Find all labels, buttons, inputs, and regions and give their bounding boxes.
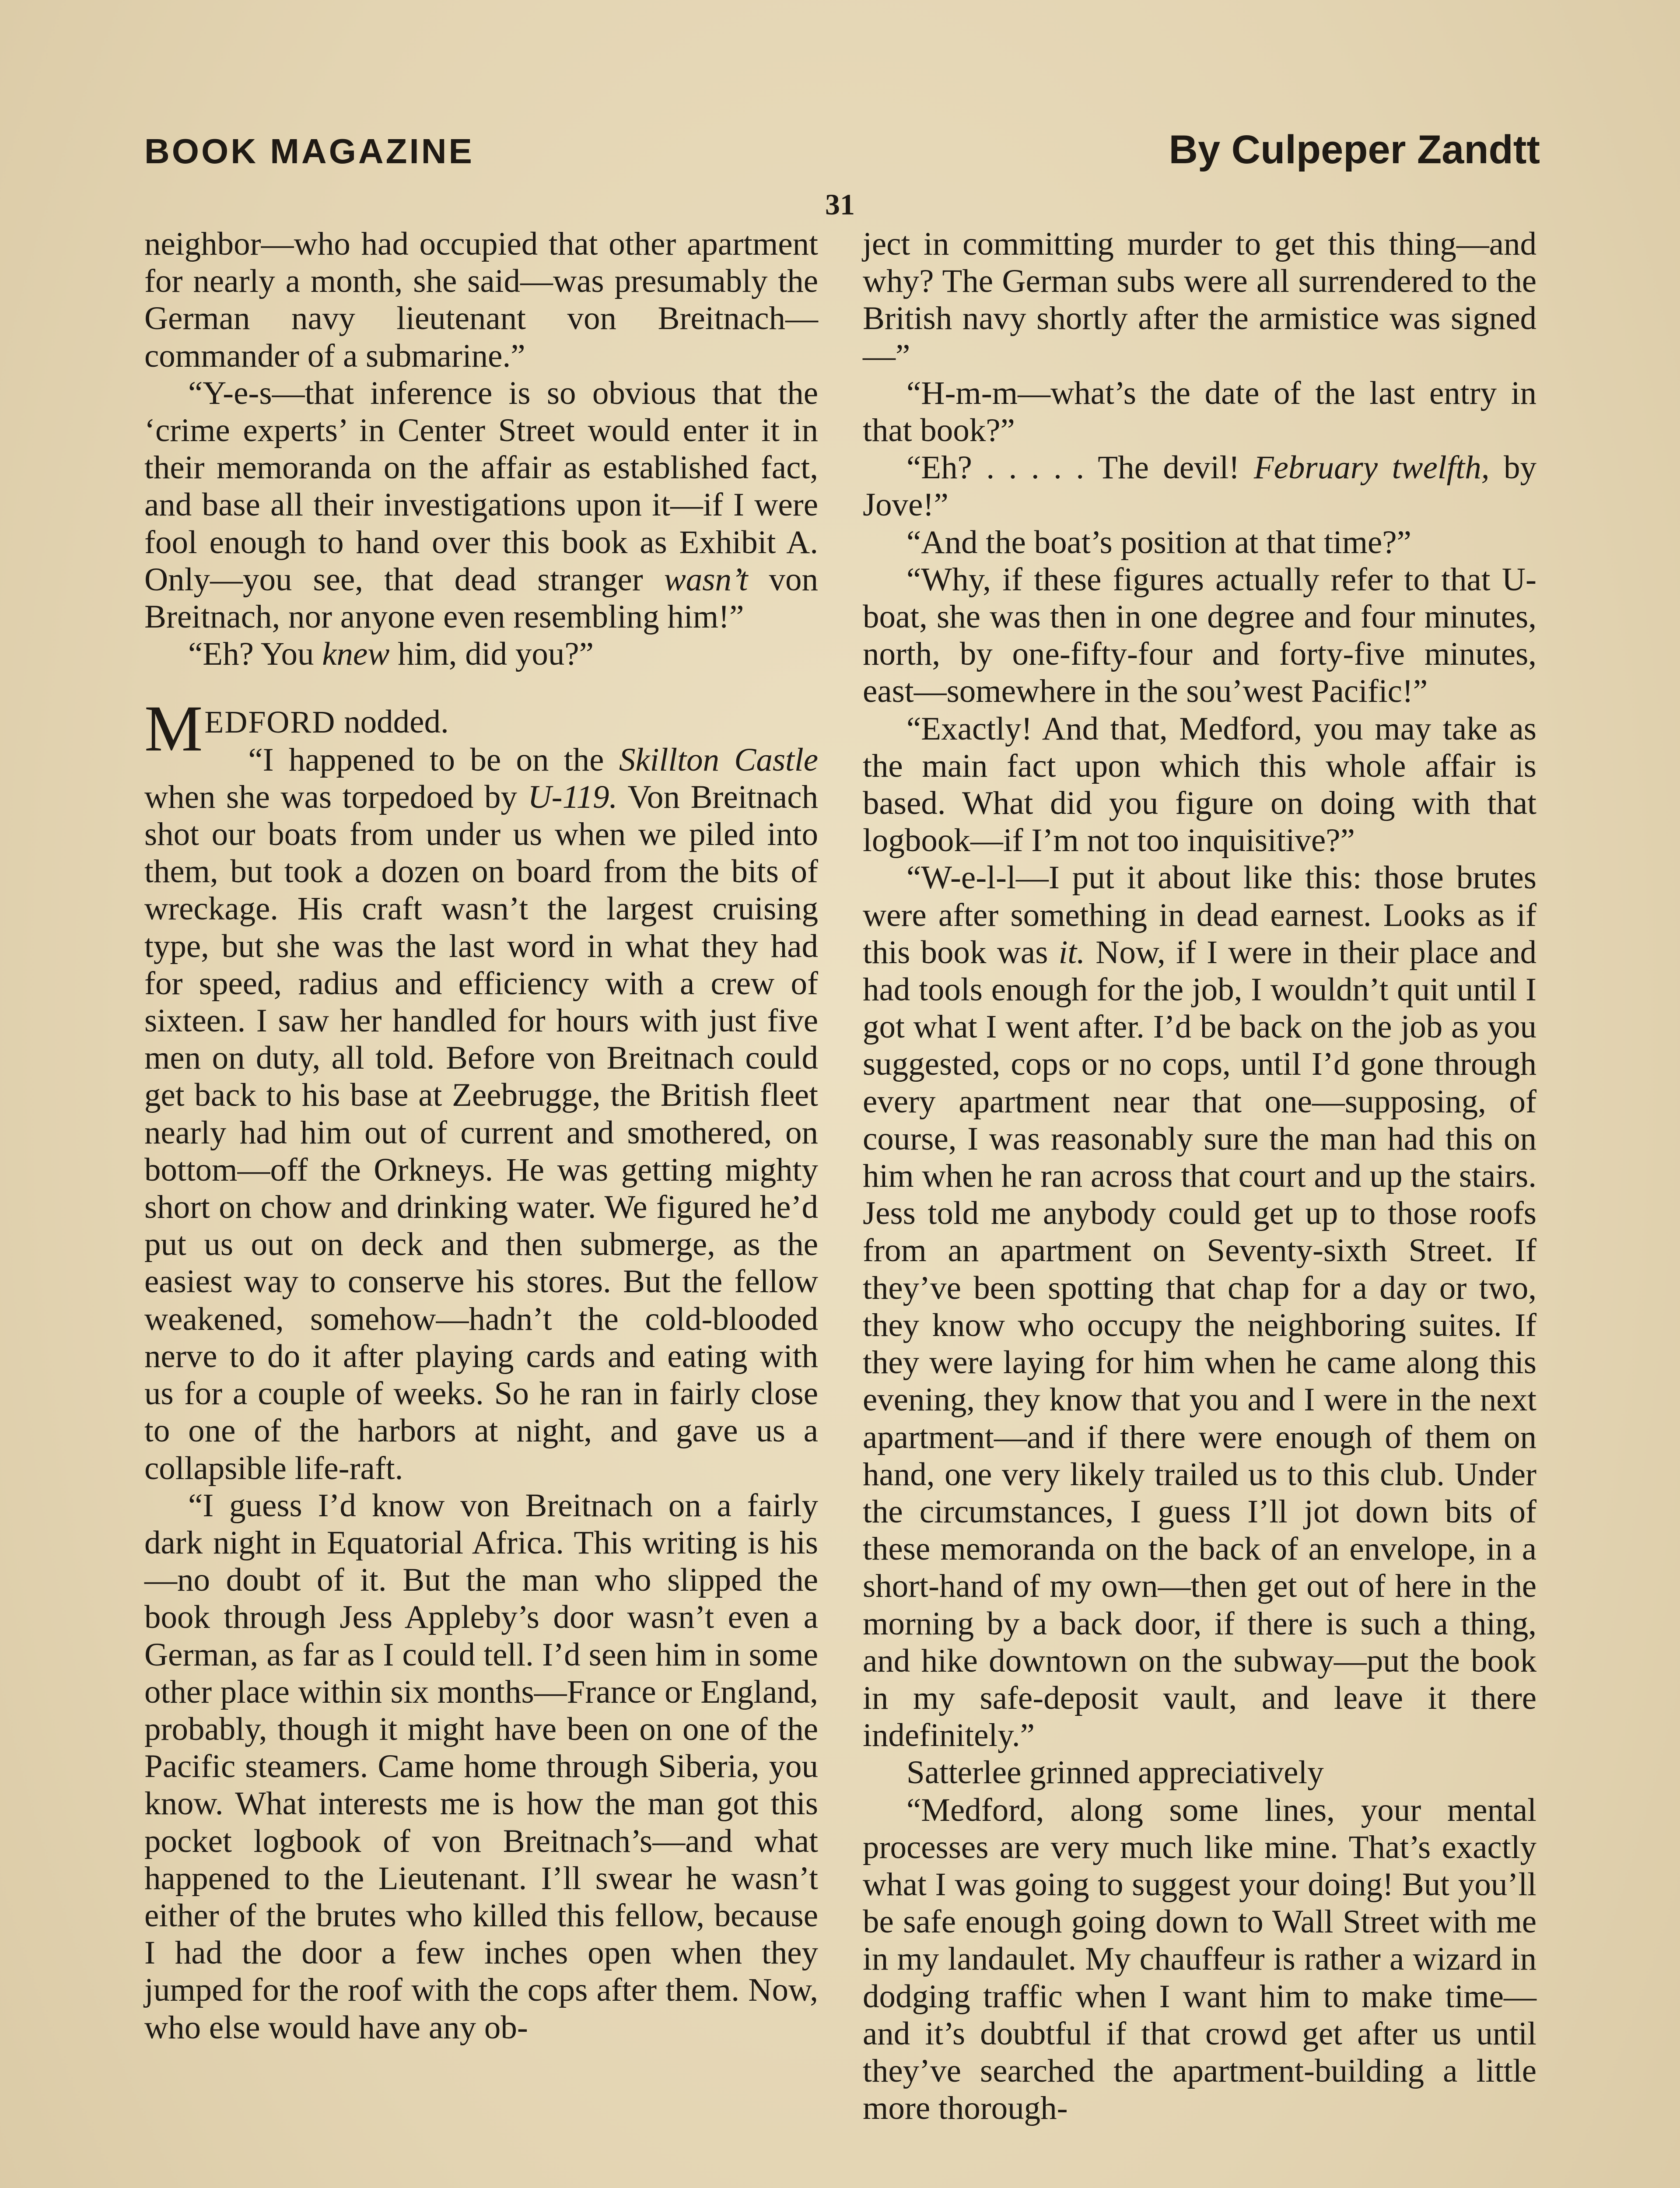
- running-header: [144, 127, 1540, 184]
- paragraph: ject in committing murder to get this thing—and why? The German subs were all surrendered to the British navy shortly after the armistice was signed—”: [863, 226, 1536, 374]
- paragraph: “Why, if these figures actually refer to that U-boat, she was then in one degree and four minutes, north, by one-fifty-four and forty-five minutes, east—somewhere in the sou’west Pacific!”: [863, 561, 1536, 710]
- drop-cap: M: [144, 692, 203, 765]
- paragraph: “Medford, along some lines, your mental processes are very much like mine. That’s exactly what I was going to suggest your doing! But you’ll be safe enough going down to Wall Street with me in my landaulet. My chauffeur is rather a wizard in dodging traffic when I want him to make time—and it’s doubtful if that crowd get after us until they’ve searched the apartment-building a little more thorough-: [863, 1792, 1536, 2127]
- paragraph: “H-m-m—what’s the date of the last entry in that book?”: [863, 375, 1536, 449]
- paragraph: “Exactly! And that, Medford, you may take as the main fact upon which this whole affair is based. What did you figure on doing with that logbook—if I’m not too inquisitive?”: [863, 710, 1536, 859]
- magazine-title: BOOK MAGAZINE: [144, 132, 474, 171]
- paragraph: “Eh? You knew him, did you?”: [188, 636, 594, 673]
- paragraph: “I guess I’d know von Breitnach on a fairly dark night in Equatorial Africa. This writing is his—no doubt of it. But the man who slipped the book through Jess Appleby’s door wasn’t even a German, as far as I could tell. I’d seen him in some other place within six months—France or England, probably, though it might have been on one of the Pacific steamers. Came home through Siberia, you know. What interests me is how the man got this pocket logbook of von Breitnach’s—and what happened to the Lieutenant. I’ll swear he wasn’t either of the brutes who killed this fellow, because I had the door a few inches open when they jumped for the roof with the cops after them. Now, who else would have any ob-: [144, 1487, 818, 2046]
- paragraph: “Eh? . . . . . The devil! February twelfth, by Jove!”: [863, 449, 1537, 523]
- paragraph: “W-e-l-l—I put it about like this: those brutes were after something in dead earnest. Looks as if this book was it. Now, if I were in their place and had tools enough for the job, I wouldn’t quit until I got what I went after. I’d be back on the job as you suggested, cops or no cops, until I’d gone through every apartment near that one—supposing, of course, I was reasonably sure the man had this on him when he ran across that court and up the stairs. Jess told me anybody could get up to those roofs from an apartment on Seventy-sixth Street. If they’ve been spotting that chap for a day or two, they know who occupy the neighboring suites. If they were laying for him when he came along this evening, they know that you and I were in the next apartment—and if there were enough of them on hand, one very likely trailed us to this club. Under the circumstances, I guess I’ll jot down bits of these memoranda on the back of an envelope, in a short-hand of my own—then get out of here in the morning by a back door, if there is such a thing, and hike downtown on the subway—put the book in my safe-deposit vault, and leave it there indefinitely.”: [863, 859, 1537, 1754]
- page-number: 31: [825, 188, 855, 221]
- paragraph: “Y-e-s—that inference is so obvious that the ‘crime experts’ in Center Street would enter it in their memoranda on the affair as established fact, and base all their investigations upon it—if I were fool enough to hand over this book as Exhibit A. Only—you see, that dead stranger wasn’t von Breitnach, nor anyone even resembling him!”: [144, 375, 819, 635]
- paragraph: “And the boat’s position at that time?”: [906, 524, 1411, 561]
- paragraph: neighbor—who had occupied that other apartment for nearly a month, she said—was presumably the German navy lieutenant von Breitnach—commander of a submarine.”: [144, 226, 818, 374]
- paragraph: Satterlee grinned appreciatively: [906, 1754, 1324, 1791]
- right-column: [863, 225, 1536, 2127]
- paragraph-dropcap: MEDFORD nodded.: [144, 692, 449, 765]
- left-column: [144, 225, 818, 2046]
- paragraph: “I happened to be on the Skillton Castle when she was torpedoed by U-119. Von Breitnach shot our boats from under us when we piled into them, but took a dozen on board from the bits of wreckage. His craft wasn’t the largest cruising type, but she was the last word in what they had for speed, radius and efficiency with a crew of sixteen. I saw her handled for hours with just five men on duty, all told. Before von Breitnach could get back to his base at Zeebrugge, the British fleet nearly had him out of current and smothered, on bottom—off the Orkneys. He was getting mighty short on chow and drinking water. We figured he’d put us out on deck and then submerge, as the easiest way to conserve his stores. But the fellow weakened, somehow—hadn’t the cold-blooded nerve to do it after playing cards and eating with us for a couple of weeks. So he ran in fairly close to one of the harbors at night, and gave us a collapsible life-raft.: [144, 741, 818, 1487]
- author-byline: By Culpeper Zandtt: [1169, 127, 1540, 172]
